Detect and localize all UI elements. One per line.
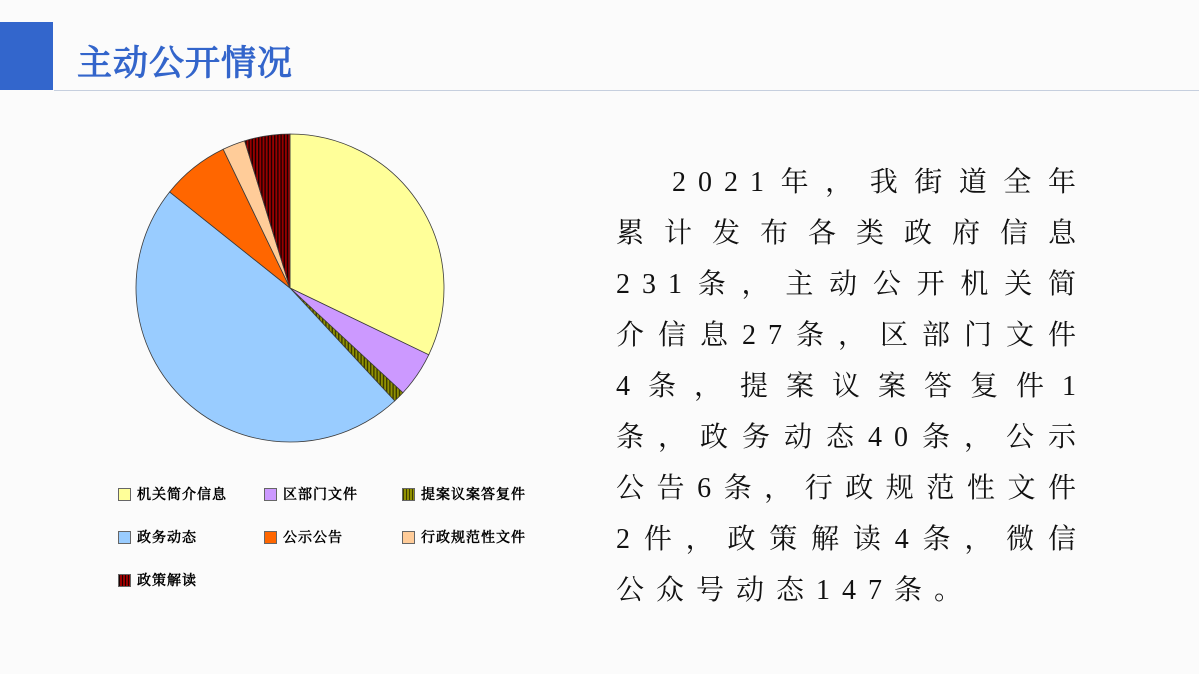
legend-swatch-icon [264, 488, 277, 501]
chart-legend [118, 487, 608, 587]
legend-label: 机关简介信息 [137, 486, 227, 502]
legend-item-区部门文件 [264, 487, 402, 501]
legend-swatch-icon [118, 574, 131, 587]
legend-item-机关简介信息 [118, 487, 264, 501]
pie-chart [130, 128, 450, 448]
legend-label: 区部门文件 [283, 486, 358, 502]
summary-text: 2021年，我街道全年累计发布各类政府信息231条，主动公开机关简介信息27条，区部门文件4条，提案议案答复件1条，政务动态40条，公示公告6条，行政规范性文件2件，政策解读4条，微信公众号动态147条。 [616, 167, 1088, 606]
title-accent-square [0, 22, 53, 90]
legend-swatch-icon [118, 488, 131, 501]
legend-swatch-icon [402, 488, 415, 501]
legend-item-政务动态 [118, 530, 264, 544]
legend-label: 提案议案答复件 [421, 486, 526, 502]
legend-swatch-icon [402, 531, 415, 544]
legend-label: 公示公告 [283, 529, 343, 545]
legend-item-行政规范性文件 [402, 530, 592, 544]
legend-label: 政务动态 [137, 529, 197, 545]
pie-chart-svg [130, 128, 450, 448]
legend-swatch-icon [118, 531, 131, 544]
header-divider [54, 90, 1199, 91]
legend-item-政策解读 [118, 573, 264, 587]
legend-item-提案议案答复件 [402, 487, 592, 501]
legend-label: 行政规范性文件 [421, 529, 526, 545]
page-title: 主动公开情况 [77, 44, 294, 83]
legend-label: 政策解读 [137, 572, 197, 588]
legend-swatch-icon [264, 531, 277, 544]
legend-item-公示公告 [264, 530, 402, 544]
